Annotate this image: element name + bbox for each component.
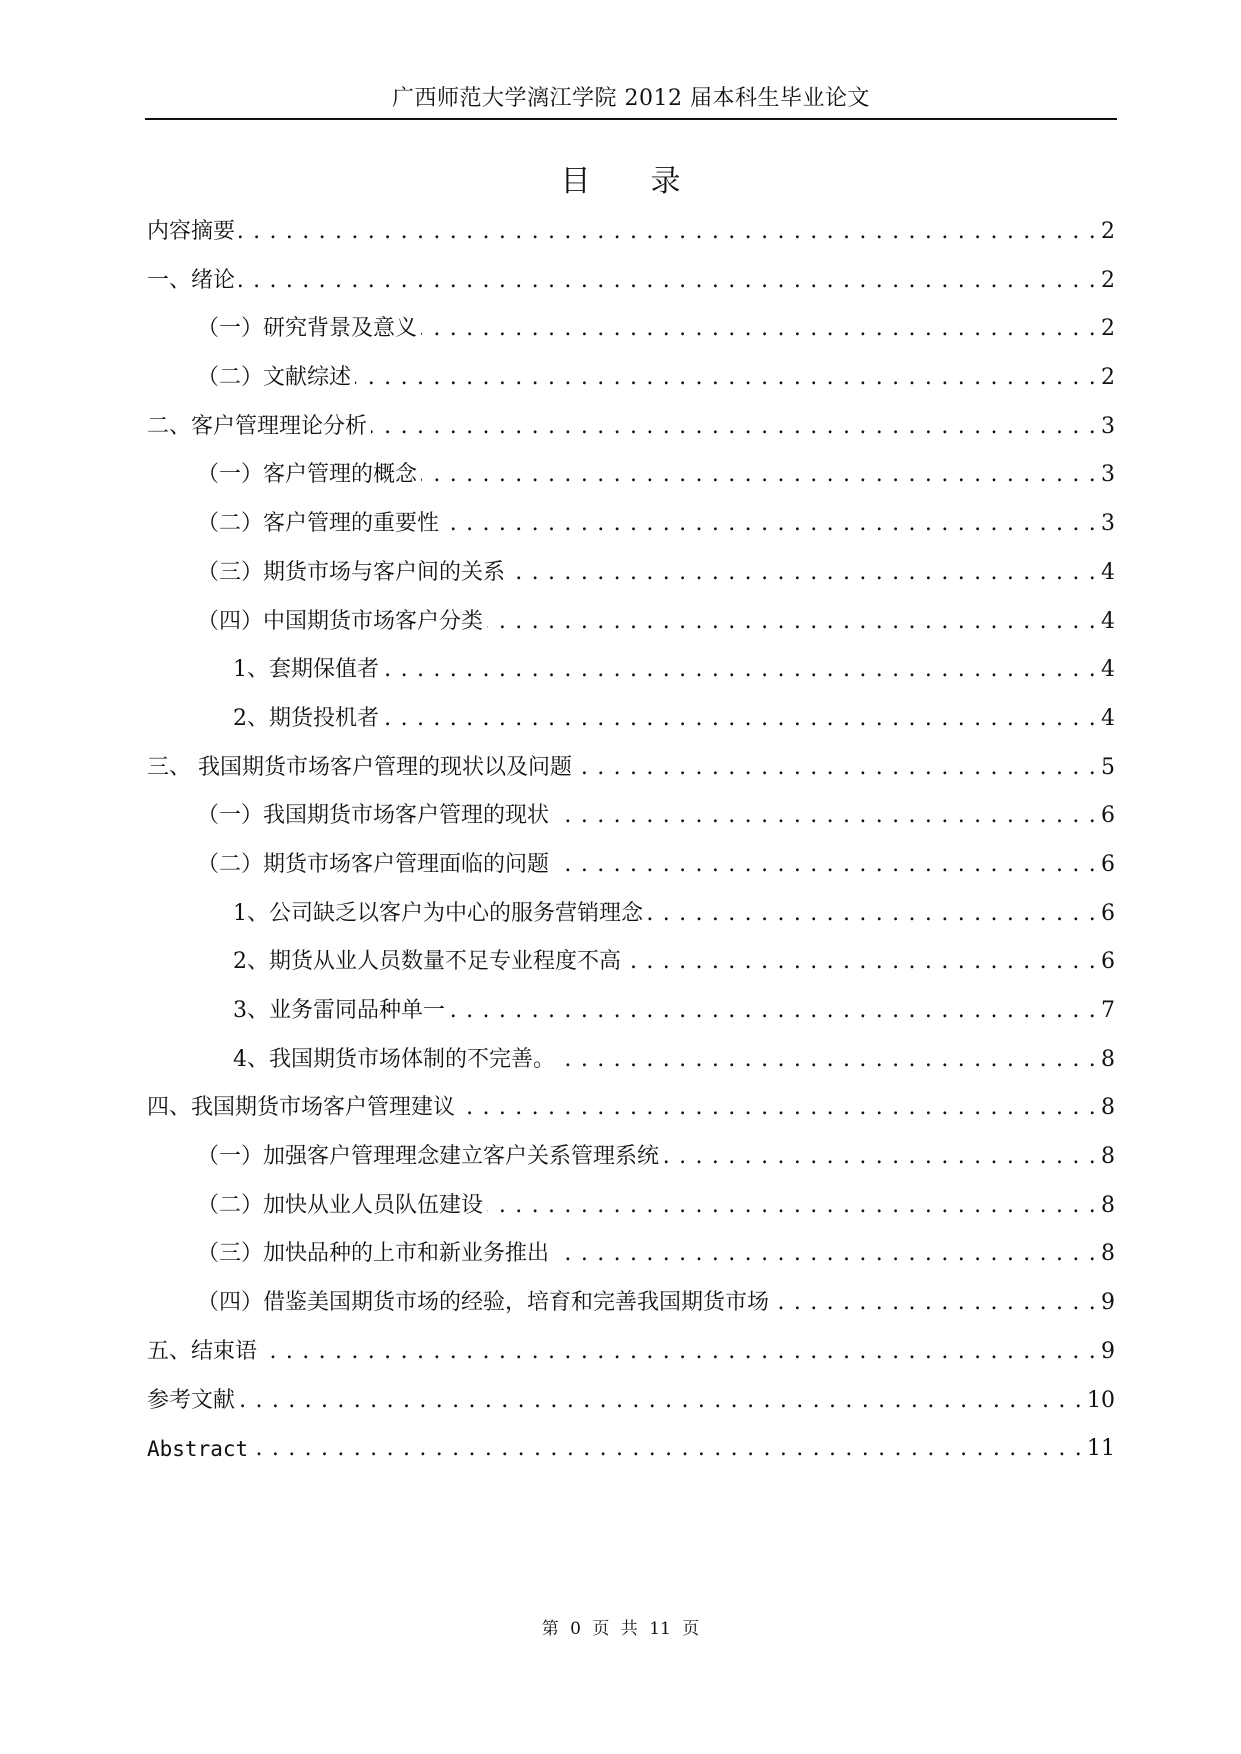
toc-entry-page-number: 3: [1101, 462, 1115, 488]
toc-dot-leader: [421, 459, 1097, 491]
toc-entry-title: （四）借鉴美国期货市场的经验，培育和完善我国期货市场: [197, 1290, 770, 1316]
toc-dot-leader: [487, 606, 1097, 638]
toc-entry[interactable]: [147, 800, 1115, 849]
toc-entry-title: 一、绪论: [147, 267, 236, 293]
toc-entry[interactable]: [147, 1141, 1115, 1190]
toc-entry-title: 四、我国期货市场客户管理建议: [147, 1095, 456, 1121]
toc-entry[interactable]: [147, 1044, 1115, 1093]
toc-entry-page-number: 8: [1101, 1095, 1115, 1121]
toc-dot-leader: [355, 362, 1097, 394]
toc-entry-title: （一）我国期货市场客户管理的现状: [197, 803, 550, 829]
toc-entry-title: 二、客户管理理论分析: [147, 413, 368, 439]
toc-entry[interactable]: [147, 362, 1115, 411]
toc-entry[interactable]: [147, 1238, 1115, 1287]
toc-entry[interactable]: [147, 849, 1115, 898]
page-title: 目录: [560, 164, 741, 199]
page-footer: 第 0 页 共 11 页: [541, 1619, 700, 1639]
toc-entry-title: Abstract: [147, 1437, 249, 1462]
toc-entry[interactable]: [147, 313, 1115, 362]
toc-entry-page-number: 3: [1101, 413, 1115, 439]
toc-entry-page-number: 8: [1101, 1241, 1115, 1267]
toc-dot-leader: [553, 849, 1097, 881]
toc-entry-title: （四）中国期货市场客户分类: [197, 608, 484, 634]
toc-entry-page-number: 9: [1101, 1338, 1115, 1364]
toc-dot-leader: [773, 1287, 1097, 1319]
toc-dot-leader: [383, 703, 1097, 735]
toc-entry-page-number: 2: [1101, 365, 1115, 391]
toc-entry-title: 三、 我国期货市场客户管理的现状以及问题: [147, 754, 572, 780]
toc-entry-page-number: 11: [1087, 1436, 1115, 1462]
toc-dot-leader: [553, 1238, 1097, 1270]
toc-dot-leader: [261, 1336, 1097, 1368]
toc-entry-page-number: 10: [1087, 1387, 1115, 1413]
toc-entry-title: 1、套期保值者: [233, 657, 379, 683]
toc-entry-title: （二）期货市场客户管理面临的问题: [197, 851, 550, 877]
toc-entry[interactable]: [147, 946, 1115, 995]
toc-dot-leader: [553, 800, 1097, 832]
toc-entry-title: （二）文献综述: [197, 365, 352, 391]
toc-entry[interactable]: [147, 508, 1115, 557]
toc-entry-page-number: 6: [1101, 851, 1115, 877]
toc-dot-leader: [239, 1385, 1083, 1417]
toc-entry-page-number: 8: [1101, 1144, 1115, 1170]
toc-entry-title: （三）加快品种的上市和新业务推出: [197, 1241, 550, 1267]
toc-entry-page-number: 6: [1101, 803, 1115, 829]
toc-entry-title: 4、我国期货市场体制的不完善。: [233, 1046, 555, 1072]
toc-entry[interactable]: [147, 1287, 1115, 1336]
toc-dot-leader: [383, 654, 1097, 686]
toc-entry-page-number: 2: [1101, 267, 1115, 293]
toc-entry-page-number: 7: [1101, 998, 1115, 1023]
toc-entry-title: 内容摘要: [147, 219, 236, 244]
toc-entry-title: 五、结束语: [147, 1338, 258, 1364]
toc-dot-leader: [421, 313, 1097, 345]
toc-dot-leader: [371, 411, 1097, 443]
toc-entry[interactable]: [147, 703, 1115, 752]
toc-dot-leader: [459, 1092, 1097, 1124]
toc-entry-title: 参考文献: [147, 1387, 236, 1413]
toc-dot-leader: [449, 995, 1097, 1027]
toc-entry-title: 2、期货投机者: [233, 705, 379, 731]
toc-entry[interactable]: [147, 265, 1115, 314]
toc-dot-leader: [625, 946, 1097, 978]
toc-entry-page-number: 6: [1101, 949, 1115, 975]
table-of-contents: [147, 216, 1115, 1482]
toc-entry-page-number: 8: [1101, 1192, 1115, 1218]
toc-entry[interactable]: [147, 1433, 1115, 1482]
toc-entry[interactable]: [147, 1190, 1115, 1239]
toc-entry[interactable]: [147, 654, 1115, 703]
toc-entry-title: 3、业务雷同品种单一: [233, 998, 445, 1023]
toc-dot-leader: [509, 557, 1097, 589]
toc-entry-title: （一）客户管理的概念: [197, 462, 418, 488]
toc-entry[interactable]: [147, 459, 1115, 508]
toc-entry-page-number: 2: [1101, 316, 1115, 342]
toc-entry-title: （三）期货市场与客户间的关系: [197, 559, 506, 585]
toc-entry-title: （一）研究背景及意义: [197, 316, 418, 342]
toc-dot-leader: [487, 1190, 1097, 1222]
toc-dot-leader: [252, 1433, 1083, 1465]
toc-entry-title: （二）加快从业人员队伍建设: [197, 1192, 484, 1218]
toc-entry-title: （一）加强客户管理理念建立客户关系管理系统: [197, 1144, 660, 1170]
toc-entry[interactable]: [147, 752, 1115, 801]
toc-entry-page-number: 3: [1101, 511, 1115, 537]
toc-entry-page-number: 2: [1101, 219, 1115, 244]
toc-entry[interactable]: [147, 557, 1115, 606]
toc-entry-page-number: 5: [1101, 754, 1115, 780]
toc-entry[interactable]: [147, 995, 1115, 1044]
toc-entry-page-number: 4: [1101, 608, 1115, 634]
toc-entry[interactable]: [147, 1336, 1115, 1385]
toc-dot-leader: [239, 265, 1097, 297]
toc-dot-leader: [663, 1141, 1097, 1173]
toc-entry[interactable]: [147, 411, 1115, 460]
toc-entry-page-number: 4: [1101, 657, 1115, 683]
toc-entry-title: （二）客户管理的重要性: [197, 511, 440, 537]
toc-dot-leader: [559, 1044, 1097, 1076]
toc-entry-title: 2、期货从业人员数量不足专业程度不高: [233, 949, 621, 975]
toc-dot-leader: [443, 508, 1097, 540]
toc-entry-title: 1、公司缺乏以客户为中心的服务营销理念: [233, 900, 643, 926]
toc-entry-page-number: 4: [1101, 705, 1115, 731]
toc-dot-leader: [647, 898, 1097, 930]
toc-entry[interactable]: [147, 898, 1115, 947]
toc-entry-page-number: 8: [1101, 1046, 1115, 1072]
toc-entry[interactable]: [147, 1092, 1115, 1141]
toc-entry-page-number: 6: [1101, 900, 1115, 926]
toc-entry[interactable]: [147, 216, 1115, 265]
toc-entry[interactable]: [147, 606, 1115, 655]
running-header: 广西师范大学漓江学院 2012 届本科生毕业论文: [392, 86, 870, 111]
toc-entry-page-number: 4: [1101, 559, 1115, 585]
toc-entry[interactable]: [147, 1385, 1115, 1434]
toc-dot-leader: [576, 752, 1097, 784]
header-rule: [145, 118, 1117, 120]
toc-dot-leader: [239, 216, 1097, 248]
toc-entry-page-number: 9: [1101, 1290, 1115, 1316]
